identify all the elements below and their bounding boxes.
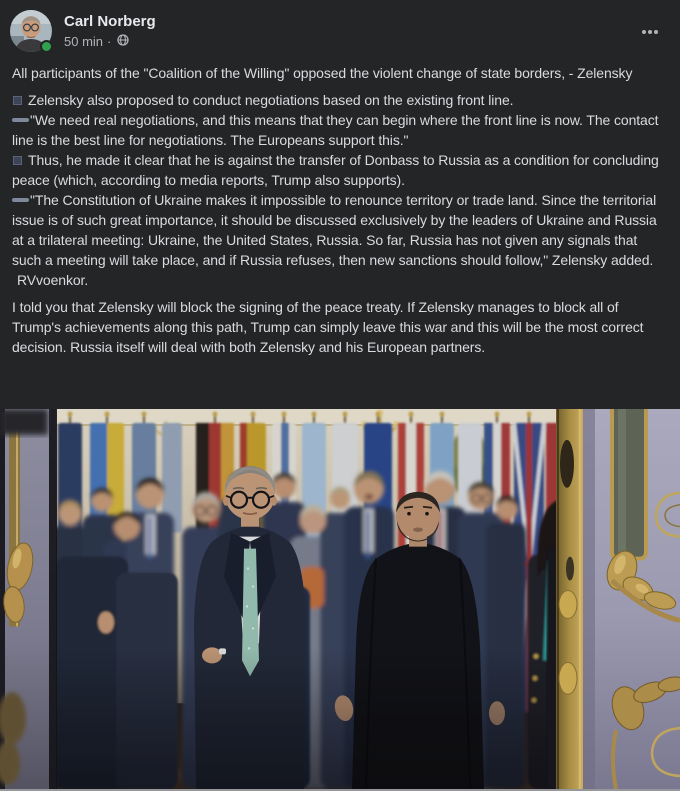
post-text	[0, 63, 680, 357]
dash-bullet-icon	[12, 118, 29, 122]
square-bullet-icon	[13, 96, 22, 105]
post-photo[interactable]	[0, 409, 680, 789]
post-photo-illustration	[0, 409, 680, 789]
post-line-text: RVvoenkor.	[17, 272, 89, 288]
post-line	[12, 190, 668, 270]
post-paragraph	[12, 297, 668, 357]
post-line-text: "The Constitution of Ukraine makes it impossible to renounce territory or trade land. Since the territorial issue is of such great importance, it should be discussed exclusively by the leaders of Ukraine and Russia at a trilateral meeting: Ukraine, the United States, Russia. So far, Russia has not given any signals that such a meeting will take place, and if Russia refuses, then new sanctions should follow," Zelensky added.	[12, 192, 657, 268]
post-line-text: All participants of the "Coalition of the Willing" opposed the violent change of state borders, - Zelensky	[12, 65, 633, 81]
author-name[interactable]: Carl Norberg	[64, 13, 156, 30]
timestamp[interactable]: 50 min	[64, 34, 104, 49]
post-line-text: "We need real negotiations, and this means that they can begin where the front line is now. The contact line is the best line for negotiations. The Europeans support this."	[12, 112, 659, 148]
post-line	[12, 90, 668, 110]
post-paragraph	[12, 63, 668, 83]
post-line	[12, 270, 668, 290]
post-line	[12, 150, 668, 190]
dash-bullet-icon	[12, 198, 29, 202]
post-line	[12, 297, 668, 357]
ellipsis-icon	[641, 29, 659, 35]
meta-separator: ·	[107, 34, 112, 49]
post-options-button[interactable]	[634, 20, 666, 44]
post-meta	[64, 33, 129, 51]
post-line	[12, 110, 668, 150]
post-line-text: Thus, he made it clear that he is against the transfer of Donbass to Russia as a condition for concluding peace (which, according to media reports, Trump also supports).	[12, 152, 659, 188]
post-line-text: I told you that Zelensky will block the signing of the peace treaty. If Zelensky manages to block all of Trump's achievements along this path, Trump can simply leave this war and this will be the most correct decision. Russia itself will deal with both Zelensky and his European partners.	[12, 299, 644, 355]
post-line-text: Zelensky also proposed to conduct negotiations based on the existing front line.	[28, 92, 514, 108]
avatar[interactable]	[10, 10, 52, 52]
post-line	[12, 63, 668, 83]
post-paragraph	[12, 90, 668, 290]
square-bullet-icon	[13, 156, 22, 165]
globe-icon	[117, 33, 129, 51]
online-status-dot	[40, 40, 53, 53]
post-header	[0, 0, 680, 62]
